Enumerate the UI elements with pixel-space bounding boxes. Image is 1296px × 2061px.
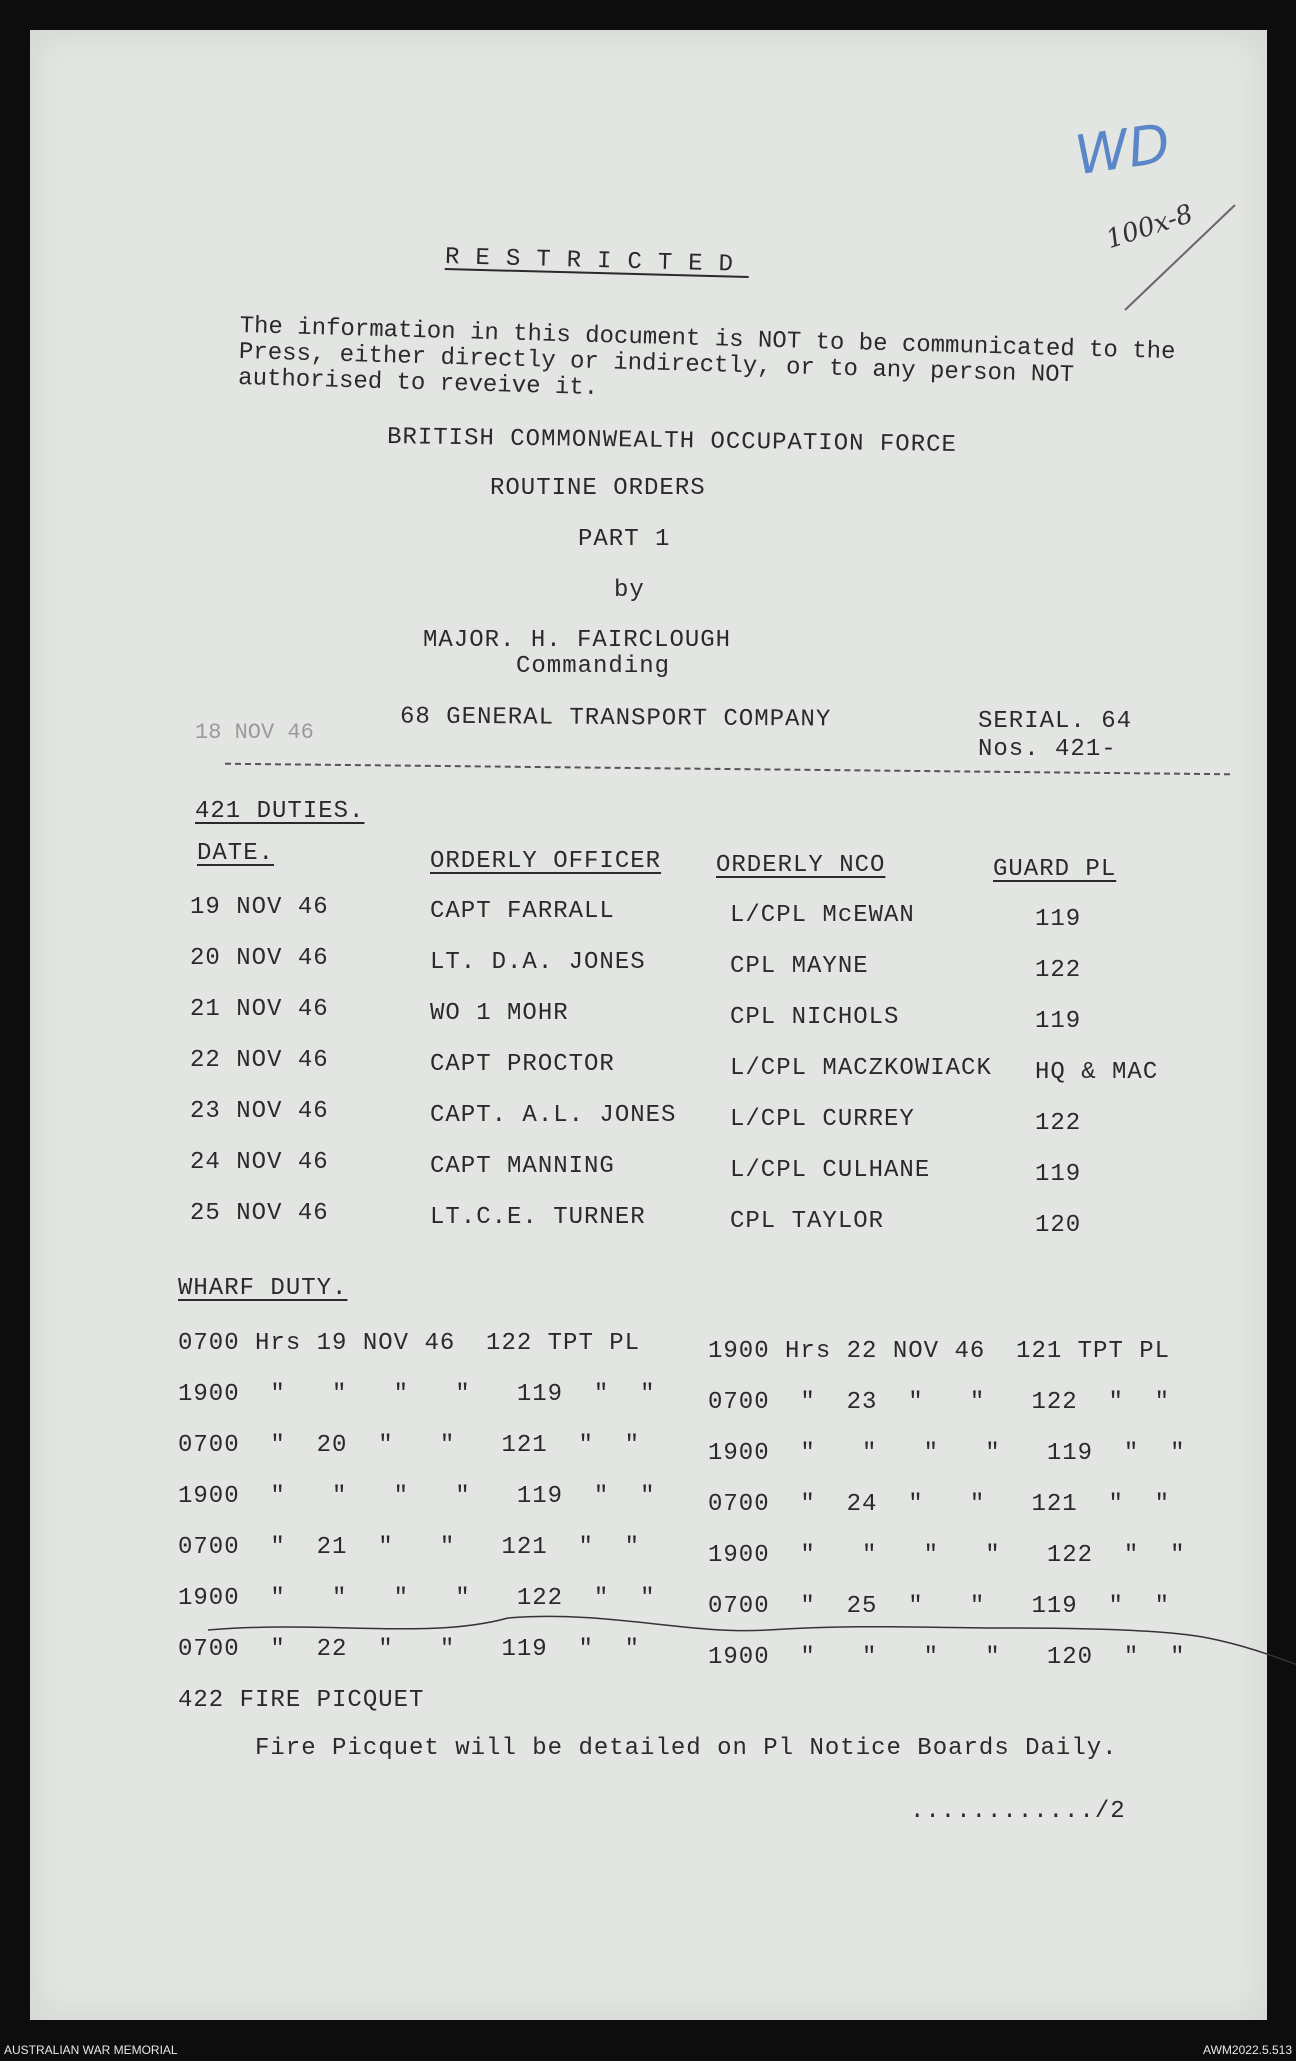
duty-officer: LT.C.E. TURNER (430, 1204, 646, 1231)
duty-officer: CAPT. A.L. JONES (430, 1102, 677, 1129)
duty-nco: L/CPL MACZKOWIACK (730, 1055, 992, 1082)
by-label: by (614, 577, 645, 604)
duty-officer: WO 1 MOHR (430, 1000, 569, 1027)
fire-heading: 422 FIRE PICQUET (178, 1687, 425, 1714)
restricted-heading: RESTRICTED (444, 244, 750, 279)
wharf-entry: 0700 " 20 " " 121 " " (178, 1432, 641, 1459)
continuation-marker: ............/2 (910, 1798, 1126, 1825)
commander-role: Commanding (516, 653, 671, 680)
duty-nco: CPL TAYLOR (730, 1208, 885, 1235)
duty-guard: 119 (1035, 1161, 1082, 1188)
separator-line (225, 763, 1230, 776)
wharf-entry: 0700 Hrs 19 NOV 46 122 TPT PL (178, 1330, 641, 1357)
wharf-entry: 0700 " 25 " " 119 " " (708, 1593, 1171, 1620)
serial-nos: Nos. 421- (978, 736, 1117, 763)
wharf-entry: 1900 " " " " 119 " " (178, 1381, 656, 1408)
restriction-notice: The information in this document is NOT to be communicated to the Press, either directly or indirectly, or to any person NOT authorised to reveive it. (237, 313, 1176, 403)
duty-officer: CAPT MANNING (430, 1153, 615, 1180)
duty-officer: CAPT FARRALL (430, 898, 615, 925)
duty-guard: 119 (1035, 1008, 1082, 1035)
org-title: BRITISH COMMONWEALTH OCCUPATION FORCE (386, 424, 958, 459)
wharf-entry: 1900 " " " " 122 " " (178, 1585, 656, 1612)
duty-nco: L/CPL CULHANE (730, 1157, 931, 1184)
ink-annotation: 100x-8 (1102, 198, 1197, 256)
col-nco: ORDERLY NCO (716, 852, 886, 879)
duty-guard: HQ & MAC (1035, 1059, 1159, 1086)
duty-guard: 119 (1035, 906, 1082, 933)
part-label: PART 1 (578, 526, 671, 553)
serial: SERIAL. 64 (978, 708, 1133, 735)
duties-heading: 421 DUTIES. (195, 798, 365, 825)
footer-right: AWM2022.5.513 (1203, 2043, 1292, 2057)
wharf-entry: 1900 Hrs 22 NOV 46 121 TPT PL (708, 1338, 1171, 1365)
duty-date: 19 NOV 46 (190, 894, 329, 921)
wharf-entry: 1900 " " " " 122 " " (708, 1542, 1186, 1569)
col-date: DATE. (197, 840, 275, 867)
wharf-entry: 0700 " 24 " " 121 " " (708, 1491, 1171, 1518)
commander-name: MAJOR. H. FAIRCLOUGH (423, 627, 732, 654)
duty-guard: 120 (1035, 1212, 1082, 1239)
duty-date: 21 NOV 46 (190, 996, 329, 1023)
unit-name: 68 GENERAL TRANSPORT COMPANY (399, 703, 832, 734)
col-officer: ORDERLY OFFICER (430, 848, 662, 875)
date-stamp: 18 NOV 46 (195, 720, 314, 745)
footer-left: AUSTRALIAN WAR MEMORIAL (4, 2043, 178, 2057)
wharf-entry: 1900 " " " " 119 " " (178, 1483, 656, 1510)
duty-nco: L/CPL CURREY (730, 1106, 915, 1133)
duty-date: 23 NOV 46 (190, 1098, 329, 1125)
tear-line (208, 1610, 1296, 1670)
wharf-entry: 0700 " 23 " " 122 " " (708, 1389, 1171, 1416)
wharf-heading: WHARF DUTY. (178, 1275, 348, 1302)
col-guard: GUARD PL (993, 856, 1117, 883)
fire-text: Fire Picquet will be detailed on Pl Notice Boards Daily. (255, 1735, 1118, 1762)
duty-date: 22 NOV 46 (190, 1047, 329, 1074)
pencil-stroke (1120, 200, 1240, 320)
wharf-entry: 0700 " 22 " " 119 " " (178, 1636, 641, 1663)
duty-nco: L/CPL McEWAN (730, 902, 915, 929)
doc-type: ROUTINE ORDERS (490, 475, 706, 502)
duty-nco: CPL NICHOLS (730, 1004, 900, 1031)
duty-officer: CAPT PROCTOR (430, 1051, 615, 1078)
wharf-entry: 1900 " " " " 119 " " (708, 1440, 1186, 1467)
duty-guard: 122 (1035, 957, 1082, 984)
pencil-annotation: WD (1071, 111, 1174, 188)
document-page (30, 30, 1267, 2020)
wharf-entry: 0700 " 21 " " 121 " " (178, 1534, 641, 1561)
wharf-entry: 1900 " " " " 120 " " (708, 1644, 1186, 1671)
duty-guard: 122 (1035, 1110, 1082, 1137)
duty-date: 24 NOV 46 (190, 1149, 329, 1176)
duty-date: 20 NOV 46 (190, 945, 329, 972)
duty-nco: CPL MAYNE (730, 953, 869, 980)
duty-officer: LT. D.A. JONES (430, 949, 646, 976)
duty-date: 25 NOV 46 (190, 1200, 329, 1227)
